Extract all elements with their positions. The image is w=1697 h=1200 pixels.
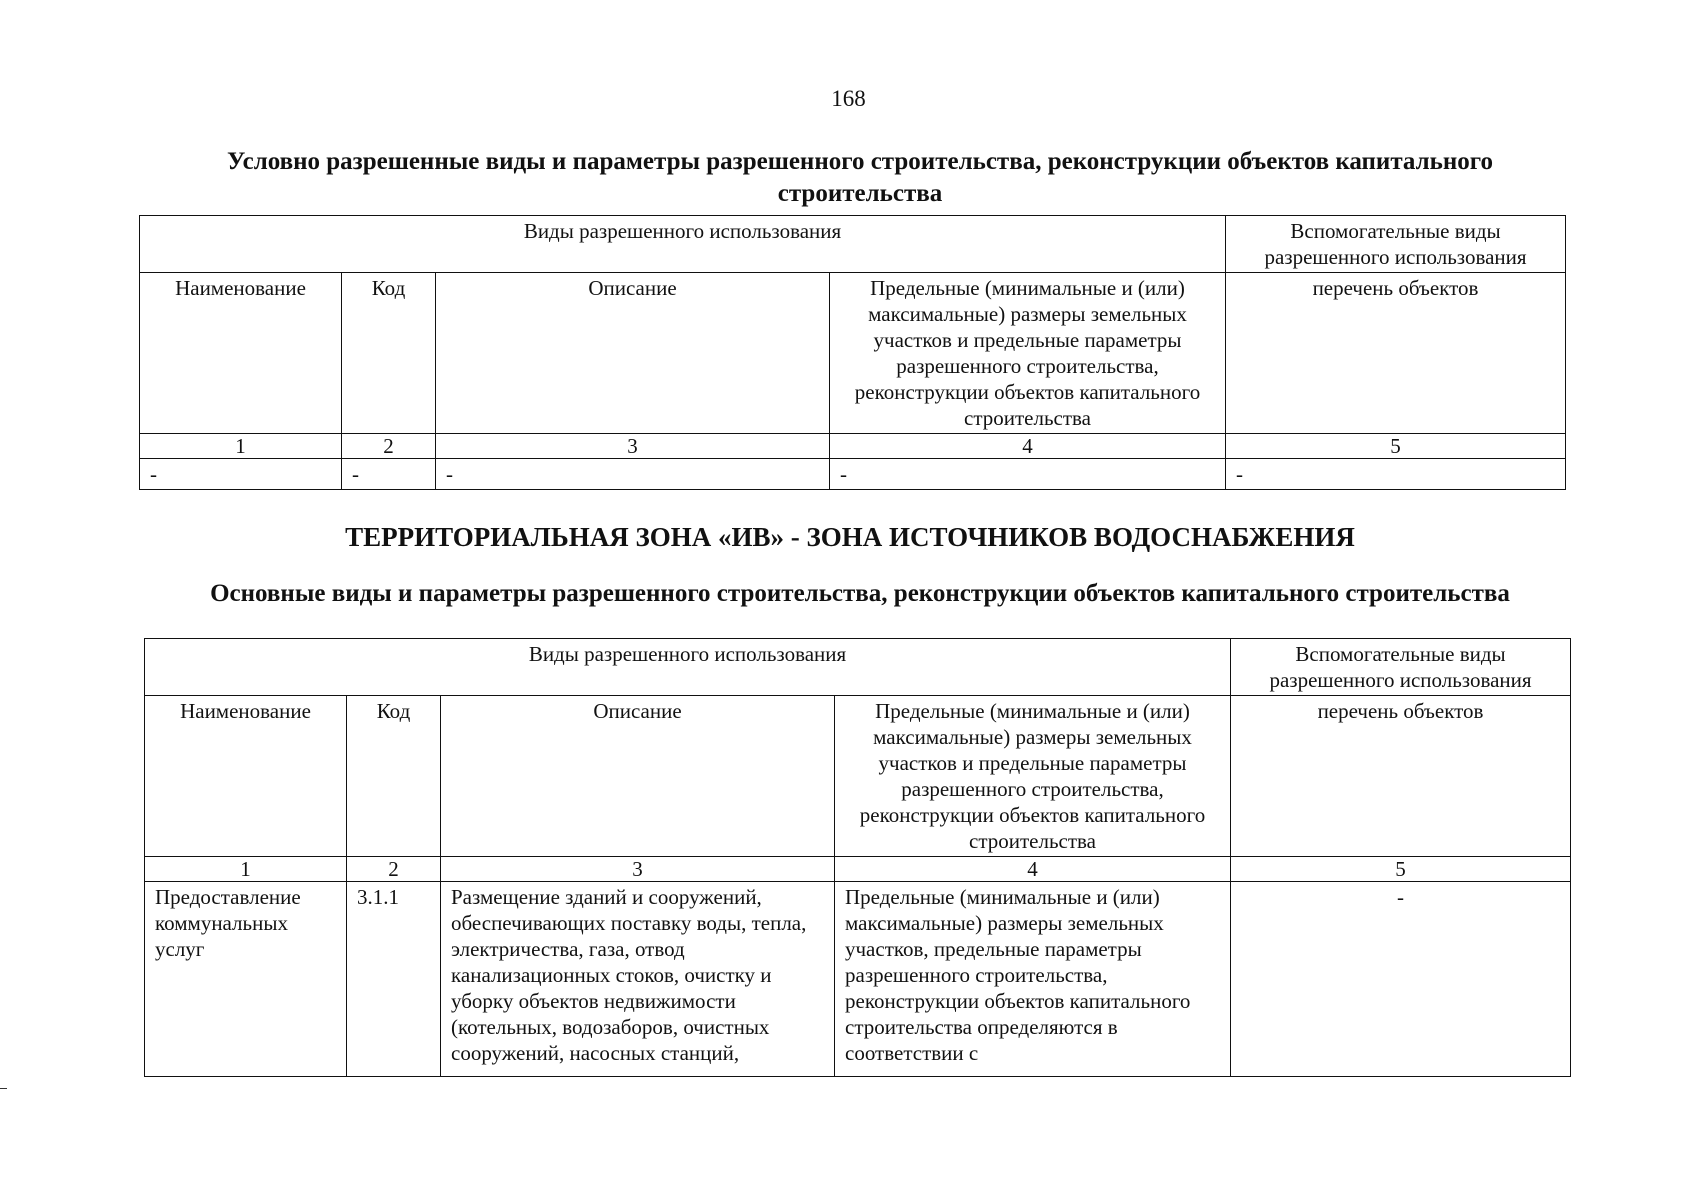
col-code-header: Код [342,273,436,434]
col-name-header: Наименование [145,696,347,857]
col-number: 5 [1231,857,1571,882]
cell-code: 3.1.1 [347,882,441,1077]
col-number: 2 [342,434,436,459]
col-params-header: Предельные (минимальные и (или) максимальные) размеры земельных участков и предельные параметры разрешенного строительства, реконструкции объектов капитального строительства [830,273,1226,434]
scan-edge-mark [0,1088,7,1089]
col-number: 2 [347,857,441,882]
col-aux-list-header: перечень объектов [1231,696,1571,857]
col-aux-list-header: перечень объектов [1226,273,1566,434]
cell-params: - [830,459,1226,490]
table-row [140,459,1566,490]
table-row [145,882,1571,1077]
col-number: 3 [436,434,830,459]
cell-name: Предоставление коммунальных услуг [145,882,347,1077]
cell-aux-list: - [1226,459,1566,490]
group-header: Виды разрешенного использования [145,639,1231,696]
cell-aux-list: - [1231,882,1571,1077]
cell-code: - [342,459,436,490]
section2-heading: Основные виды и параметры разрешенного строительства, реконструкции объектов капитального строительства [210,580,1510,607]
cell-desc: - [436,459,830,490]
col-code-header: Код [347,696,441,857]
section1-table [139,215,1566,490]
col-number: 4 [835,857,1231,882]
col-name-header: Наименование [140,273,342,434]
col-number: 1 [140,434,342,459]
col-params-header: Предельные (минимальные и (или) максимальные) размеры земельных участков и предельные параметры разрешенного строительства, реконструкции объектов капитального строительства [835,696,1231,857]
aux-header: Вспомогательные виды разрешенного использования [1226,216,1566,273]
group-header: Виды разрешенного использования [140,216,1226,273]
page-number: 168 [831,86,866,111]
cell-desc: Размещение зданий и сооружений, обеспечивающих поставку воды, тепла, электричества, газа, отвод канализационных стоков, очистку и уборку объектов недвижимости (котельных, водозаборов, очистных сооружений, насосных станций, [441,882,835,1077]
col-number: 5 [1226,434,1566,459]
col-desc-header: Описание [436,273,830,434]
zone-title: ТЕРРИТОРИАЛЬНАЯ ЗОНА «ИВ» - ЗОНА ИСТОЧНИКОВ ВОДОСНАБЖЕНИЯ [345,522,1355,552]
section2-table [144,638,1571,1077]
col-number: 1 [145,857,347,882]
cell-name: - [140,459,342,490]
section1-heading: Условно разрешенные виды и параметры разрешенного строительства, реконструкции объектов капитального строительства [226,148,1494,207]
col-desc-header: Описание [441,696,835,857]
aux-header: Вспомогательные виды разрешенного использования [1231,639,1571,696]
col-number: 4 [830,434,1226,459]
col-number: 3 [441,857,835,882]
cell-params: Предельные (минимальные и (или) максимальные) размеры земельных участков, предельные параметры разрешенного строительства, реконструкции объектов капитального строительства определяются в соответствии с [835,882,1231,1077]
